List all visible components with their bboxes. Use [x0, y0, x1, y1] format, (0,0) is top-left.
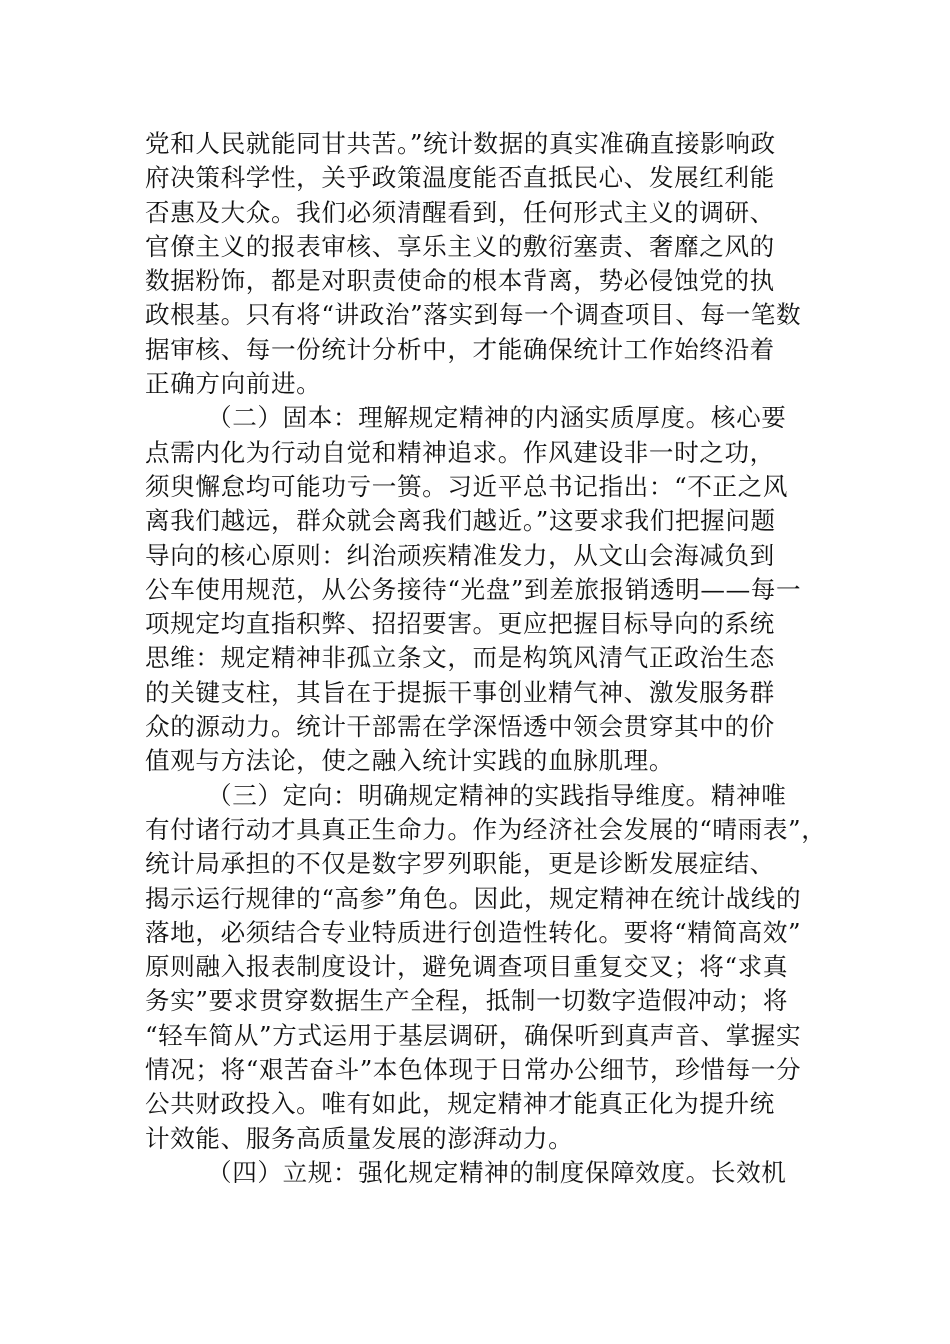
- text-line: 据审核、每一份统计分析中，才能确保统计工作始终沿着: [145, 334, 775, 364]
- text-line: 导向的核心原则：纠治顽疾精准发力，从文山会海减负到: [145, 540, 775, 570]
- body-text: [145, 127, 827, 1190]
- text-line: 揭示运行规律的“高参”角色。因此，规定精神在统计战线的: [145, 883, 802, 913]
- text-line: 府决策科学性，关乎政策温度能否直抵民心、发展红利能: [145, 163, 775, 193]
- text-line: 数据粉饰，都是对职责使命的根本背离，势必侵蚀党的执: [145, 266, 775, 296]
- paragraph-heading-line: （三）定向：明确规定精神的实践指导维度。精神唯: [207, 780, 787, 810]
- text-line: 有付诸行动才具真正生命力。作为经济社会发展的“晴雨表”，: [145, 814, 827, 844]
- text-line: 离我们越远，群众就会离我们越近。”这要求我们把握问题: [145, 506, 776, 536]
- text-line: 正确方向前进。: [145, 369, 322, 399]
- text-line: 官僚主义的报表审核、享乐主义的敷衍塞责、奢靡之风的: [145, 231, 775, 261]
- text-line: 否惠及大众。我们必须清醒看到，任何形式主义的调研、: [145, 197, 775, 227]
- text-line: 统计局承担的不仅是数字罗列职能，更是诊断发展症结、: [145, 849, 775, 879]
- text-line: 的关键支柱，其旨在于提振干事创业精气神、激发服务群: [145, 677, 775, 707]
- text-line: 政根基。只有将“讲政治”落实到每一个调查项目、每一笔数: [145, 300, 802, 330]
- text-line: 落地，必须结合专业特质进行创造性转化。要将“精简高效”: [145, 917, 802, 947]
- text-line: 思维：规定精神非孤立条文，而是构筑风清气正政治生态: [145, 643, 775, 673]
- text-line: 计效能、服务高质量发展的澎湃动力。: [145, 1123, 574, 1153]
- text-line: 点需内化为行动自觉和精神追求。作风建设非一时之功，: [145, 437, 775, 467]
- text-line: 公车使用规范，从公务接待“光盘”到差旅报销透明——每一: [145, 574, 802, 604]
- text-line: 值观与方法论，使之融入统计实践的血脉肌理。: [145, 746, 675, 776]
- text-line: 项规定均直指积弊、招招要害。更应把握目标导向的系统: [145, 609, 775, 639]
- text-line: 公共财政投入。唯有如此，规定精神才能真正化为提升统: [145, 1089, 775, 1119]
- text-line: 原则融入报表制度设计，避免调查项目重复交叉；将“求真: [145, 952, 789, 982]
- text-line: 情况；将“艰苦奋斗”本色体现于日常办公细节，珍惜每一分: [145, 1055, 802, 1085]
- text-line: 须臾懈怠均可能功亏一篑。习近平总书记指出：“不正之风: [145, 471, 789, 501]
- text-line: 务实”要求贯穿数据生产全程，抵制一切数字造假冲动；将: [145, 986, 789, 1016]
- paragraph-heading-line: （四）立规：强化规定精神的制度保障效度。长效机: [207, 1157, 787, 1187]
- text-line: 众的源动力。统计干部需在学深悟透中领会贯穿其中的价: [145, 712, 775, 742]
- text-line: 党和人民就能同甘共苦。”统计数据的真实准确直接影响政: [145, 129, 776, 158]
- text-line: “轻车简从”方式运用于基层调研，确保听到真声音、掌握实: [145, 1020, 802, 1050]
- paragraph-heading-line: （二）固本：理解规定精神的内涵实质厚度。核心要: [207, 403, 787, 433]
